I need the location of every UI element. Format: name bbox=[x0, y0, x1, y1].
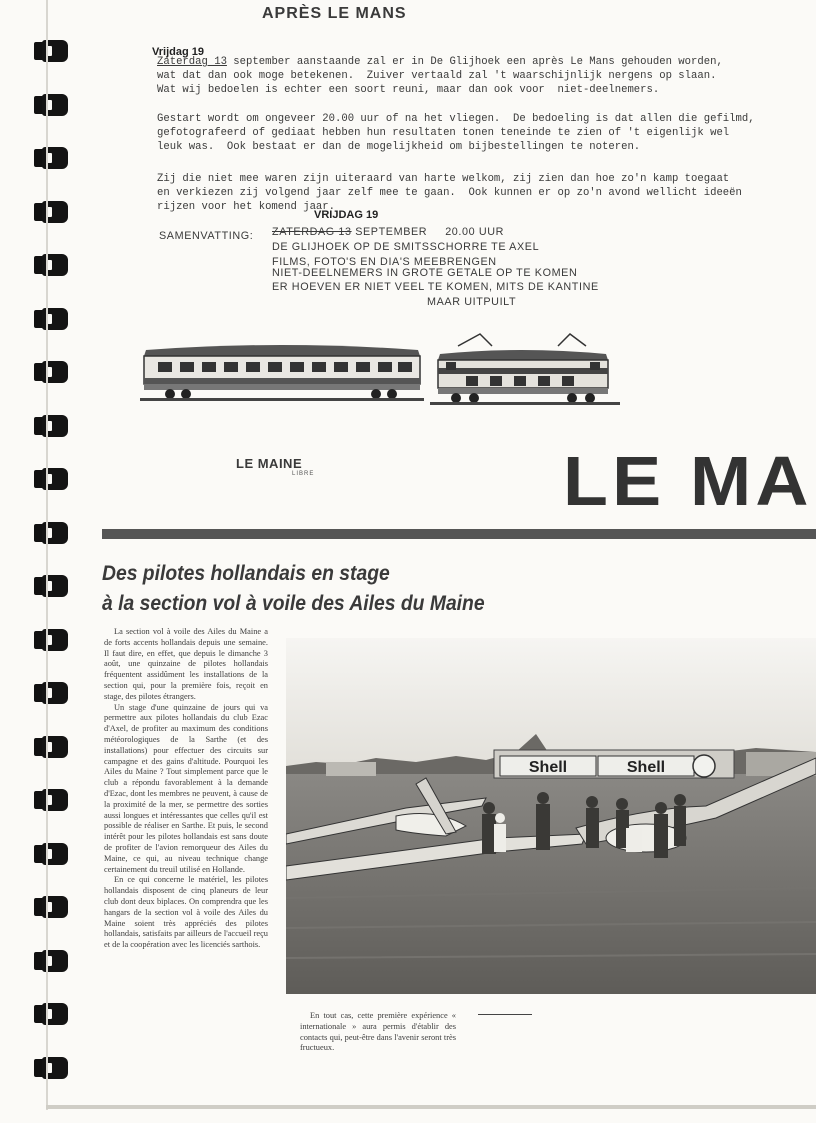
article-headline-line-2: à la section vol à voile des Ailes du Maine bbox=[102, 592, 485, 615]
newspaper-big-title: LE MA bbox=[563, 442, 813, 520]
summary-line-6: MAAR UITPUILT bbox=[427, 296, 517, 308]
binding-ring bbox=[34, 1003, 68, 1025]
article-paragraph-2: Un stage d'une quinzaine de jours qui va permettre aux pilotes hollandais du club Ezac d'Axel, de profiter au maximum des conditions météorologiques de la Sarthe (et des installations) pour effectuer des circuits sur campagne et des gains d'altitude. Pourquoi les Ailes du Maine ? Tout simplement parce que le club a répondu favorablement à la demande d'Ezac, dont les membres ne peuvent, à cause de la proximité de la mer, se permettre des sorties aussi longues et intéressantes que celles qu'il est possible de réaliser en Sarthe. Et puis, le second intérêt pour les pilotes hollandais est sans doute de profiter de l'avion remorqueur des Ailes du Maine, ce qui, au niveau technique change certainement du treuil utilisé en Hollande. bbox=[104, 702, 268, 874]
letter-line-1-rest: september aanstaande zal er in De Glijhoek een après Le Mans gehouden worden, bbox=[226, 56, 723, 68]
binding-ring bbox=[34, 40, 68, 62]
binding-ring bbox=[34, 94, 68, 116]
article-headline-line-1: Des pilotes hollandais en stage bbox=[102, 562, 390, 585]
binding-ring bbox=[34, 789, 68, 811]
header-rule bbox=[102, 529, 816, 539]
binding-ring bbox=[34, 736, 68, 758]
binding-ring bbox=[34, 522, 68, 544]
summary-line-1 bbox=[272, 226, 504, 238]
summary-line-3: FILMS, FOTO'S EN DIA'S MEEBRENGEN bbox=[272, 256, 497, 268]
summary-line-1-rest: SEPTEMBER 20.00 UUR bbox=[351, 226, 505, 238]
letter-line-2: wat dat dan ook moge betekenen. Zuiver vertaald zal 't waarschijnlijk nergens op slaan. bbox=[157, 70, 717, 82]
glider-photo bbox=[286, 638, 816, 994]
binding-ring bbox=[34, 1057, 68, 1079]
binding-ring bbox=[34, 468, 68, 490]
passenger-coach bbox=[140, 345, 424, 401]
summary-line-2: DE GLIJHOEK OP DE SMITSSCHORRE TE AXEL bbox=[272, 241, 540, 253]
newspaper-logo: LE MAINE bbox=[236, 456, 303, 471]
letter-paragraph-3-line-2: en verkiezen zij volgend jaar zelf mee te gaan. Ook kunnen er op zo'n avond wellicht ideeën bbox=[157, 187, 742, 199]
letter-line-1 bbox=[157, 55, 723, 69]
article-paragraph-4: En tout cas, cette première expérience « internationale » aura permis d'établir des contacts qui, peut-être dans l'avenir seront très fructueux. bbox=[300, 1011, 456, 1053]
summary-label: SAMENVATTING: bbox=[159, 230, 254, 242]
letter-paragraph-3-line-1: Zij die niet mee waren zijn uiteraard van harte welkom, zij zien dan hoe zo'n kamp toegaat bbox=[157, 173, 730, 185]
binding-ring bbox=[34, 896, 68, 918]
letter-paragraph-2-line-2: gefotografeerd of gediaat hebben hun resultaten tonen teneinde te zien of 't eigenlijk wel bbox=[157, 127, 730, 139]
binding-ring bbox=[34, 147, 68, 169]
binding-ring bbox=[34, 361, 68, 383]
letter-date-underlined: Zaterdag 13 bbox=[157, 56, 227, 68]
summary-line-4: NIET-DEELNEMERS IN GROTE GETALE OP TE KOMEN bbox=[272, 267, 578, 279]
binding-ring bbox=[34, 682, 68, 704]
binding-ring bbox=[34, 575, 68, 597]
photo-sign-1: Shell bbox=[528, 759, 568, 776]
page-edge bbox=[46, 0, 48, 1110]
binding-ring bbox=[34, 201, 68, 223]
page-bottom-edge bbox=[46, 1105, 816, 1109]
binding-ring bbox=[34, 415, 68, 437]
summary-line-5: ER HOEVEN ER NIET VEEL TE KOMEN, MITS DE KANTINE bbox=[272, 281, 599, 293]
binding-ring bbox=[34, 950, 68, 972]
newspaper-logo-sub: LIBRE bbox=[292, 471, 315, 477]
letter-line-3: Wat wij bedoelen is echter een soort reuni, maar dan ook voor niet-deelnemers. bbox=[157, 84, 660, 96]
photo-sign-2: Shell bbox=[626, 759, 666, 776]
article-paragraph-1: La section vol à voile des Ailes du Maine a de forts accents hollandais depuis une semaine. Il faut dire, en effet, que depuis le dimanche 3 août, une quinzaine de pilotes hollandais fréquentent assidûment les installations de la section qui, pour la première fois, reçoit en stage, des pilotes étrangers. bbox=[104, 627, 268, 701]
binding-ring bbox=[34, 254, 68, 276]
letter-paragraph-2-line-1: Gestart wordt om ongeveer 20.00 uur of na het vliegen. De bedoeling is dat allen die gefilmd, bbox=[157, 113, 755, 125]
summary-struck-date: ZATERDAG 13 bbox=[272, 226, 352, 238]
handwritten-note-top: Vrijdag 19 bbox=[152, 46, 204, 58]
train-illustration bbox=[140, 332, 620, 412]
letter-paragraph-2-line-3: leuk was. Ook bestaat er dan de mogelijkheid om bijbestellingen te noteren. bbox=[157, 141, 641, 153]
binding-ring bbox=[34, 629, 68, 651]
binding-ring bbox=[34, 843, 68, 865]
handwritten-note-summary: VRIJDAG 19 bbox=[314, 209, 379, 221]
article-column-2 bbox=[300, 1011, 456, 1054]
letter-title: APRÈS LE MANS bbox=[262, 5, 407, 22]
letter-paragraph-3-line-3: rijzen voor het komend jaar. bbox=[157, 201, 336, 213]
spiral-binding bbox=[0, 0, 80, 1123]
binding-ring bbox=[34, 308, 68, 330]
article-paragraph-3: En ce qui concerne le matériel, les pilotes hollandais disposent de cinq planeurs de leur club dont deux biplaces. On comprendra que les hangars de la section vol à voile des Ailes du Maine soient très appréciés des pilotes hollandais, satisfaits par ailleurs de l'accueil reçu et de la coopération avec les licenciés sarthois. bbox=[104, 875, 268, 950]
shell-logo-icon bbox=[693, 755, 715, 777]
column-divider-dash bbox=[478, 1014, 532, 1015]
electric-locomotive bbox=[430, 334, 620, 405]
article-column-1 bbox=[104, 627, 268, 951]
